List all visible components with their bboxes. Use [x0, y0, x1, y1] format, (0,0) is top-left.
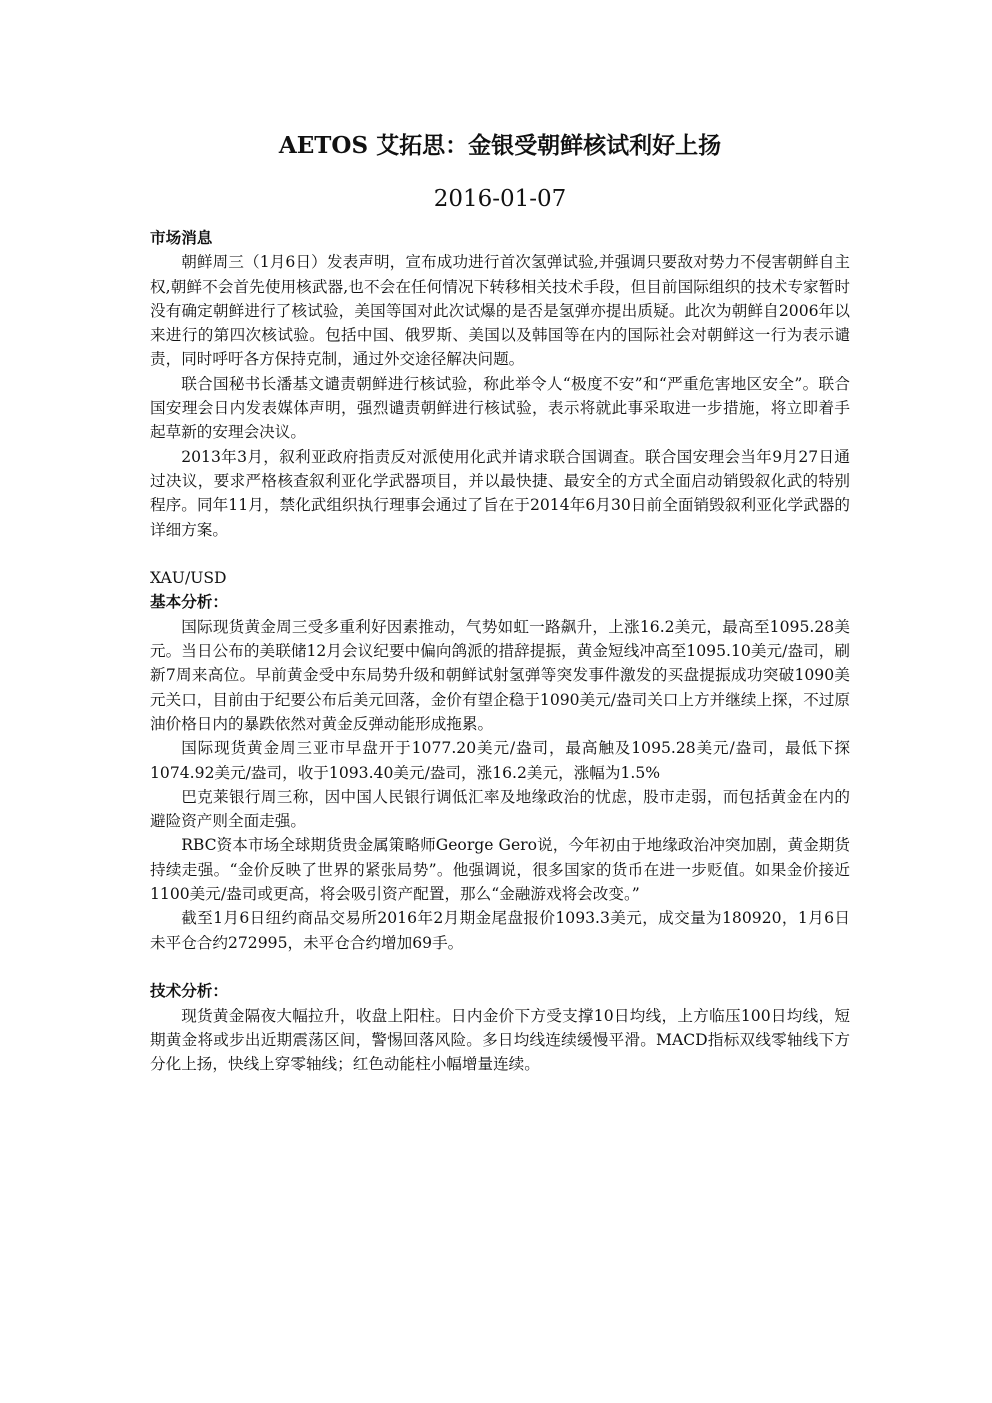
paragraph: 国际现货黄金周三受多重利好因素推动，气势如虹一路飙升，上涨16.2美元，最高至1095.28美元。当日公布的美联储12月会议纪要中偏向鸽派的措辞提振，黄金短线冲高至1095.10美元/盎司，刷新7周来高位。早前黄金受中东局势升级和朝鲜试射氢弹等突发事件激发的买盘提振成功突破1090美元关口，目前由于纪要公布后美元回落，金价有望企稳于1090美元/盎司关口上方并继续上探，不过原油价格日内的暴跌依然对黄金反弹动能形成拖累。 — [150, 617, 850, 733]
section-heading-fundamental: 基本分析： — [150, 592, 228, 612]
document-date: 2016-01-07 — [433, 186, 567, 212]
spacer — [150, 542, 850, 566]
paragraph: 联合国秘书长潘基文谴责朝鲜进行核试验，称此举令人“极度不安”和“严重危害地区安全”。联合国安理会日内发表媒体声明，强烈谴责朝鲜进行核试验，表示将就此事采取进一步措施，将立即着手起草新的安理会决议。 — [150, 374, 850, 442]
paragraph: 2013年3月，叙利亚政府指责反对派使用化武并请求联合国调查。联合国安理会当年9月27日通过决议，要求严格核查叙利亚化学武器项目，并以最快捷、最安全的方式全面启动销毁叙化武的特别程序。同年11月，禁化武组织执行理事会通过了旨在于2014年6月30日前全面销毁叙利亚化学武器的详细方案。 — [150, 447, 850, 539]
symbol-label: XAU/USD — [150, 569, 227, 588]
paragraph: 现货黄金隔夜大幅拉升，收盘上阳柱。日内金价下方受支撑10日均线，上方临压100日均线，短期黄金将或步出近期震荡区间，警惕回落风险。多日均线连续缓慢平滑。MACD指标双线零轴线下方分化上扬，快线上穿零轴线；红色动能柱小幅增量连续。 — [150, 1006, 850, 1074]
paragraph: 巴克莱银行周三称，因中国人民银行调低汇率及地缘政治的忧虑，股市走弱，而包括黄金在内的避险资产则全面走强。 — [150, 787, 850, 831]
section-heading-market-news: 市场消息 — [150, 228, 213, 247]
document-body — [150, 226, 850, 1076]
paragraph: 截至1月6日纽约商品交易所2016年2月期金尾盘报价1093.3美元，成交量为180920，1月6日未平仓合约272995，未平仓合约增加69手。 — [150, 909, 850, 952]
document-title: AETOS 艾拓思：金银受朝鲜核试利好上扬 — [278, 132, 722, 159]
spacer — [150, 955, 850, 979]
paragraph: 国际现货黄金周三亚市早盘开于1077.20美元/盎司，最高触及1095.28美元/盎司，最低下探1074.92美元/盎司，收于1093.40美元/盎司，涨16.2美元，涨幅为1.5% — [150, 739, 850, 782]
paragraph: 朝鲜周三（1月6日）发表声明，宣布成功进行首次氢弹试验,并强调只要敌对势力不侵害朝鲜自主权,朝鲜不会首先使用核武器,也不会在任何情况下转移相关技术手段，但目前国际组织的技术专家暂时没有确定朝鲜进行了核试验，美国等国对此次试爆的是否是氢弹亦提出质疑。此次为朝鲜自2006年以来进行的第四次核试验。包括中国、俄罗斯、美国以及韩国等在内的国际社会对朝鲜这一行为表示谴责，同时呼吁各方保持克制，通过外交途径解决问题。 — [150, 253, 850, 369]
section-heading-technical: 技术分析： — [150, 981, 228, 1001]
paragraph: RBC资本市场全球期货贵金属策略师George Gero说，今年初由于地缘政治冲突加剧，黄金期货持续走强。“金价反映了世界的紧张局势”。他强调说，很多国家的货币在进一步贬值。如果金价接近1100美元/盎司或更高，将会吸引资产配置，那么“金融游戏将会改变。” — [150, 836, 850, 904]
